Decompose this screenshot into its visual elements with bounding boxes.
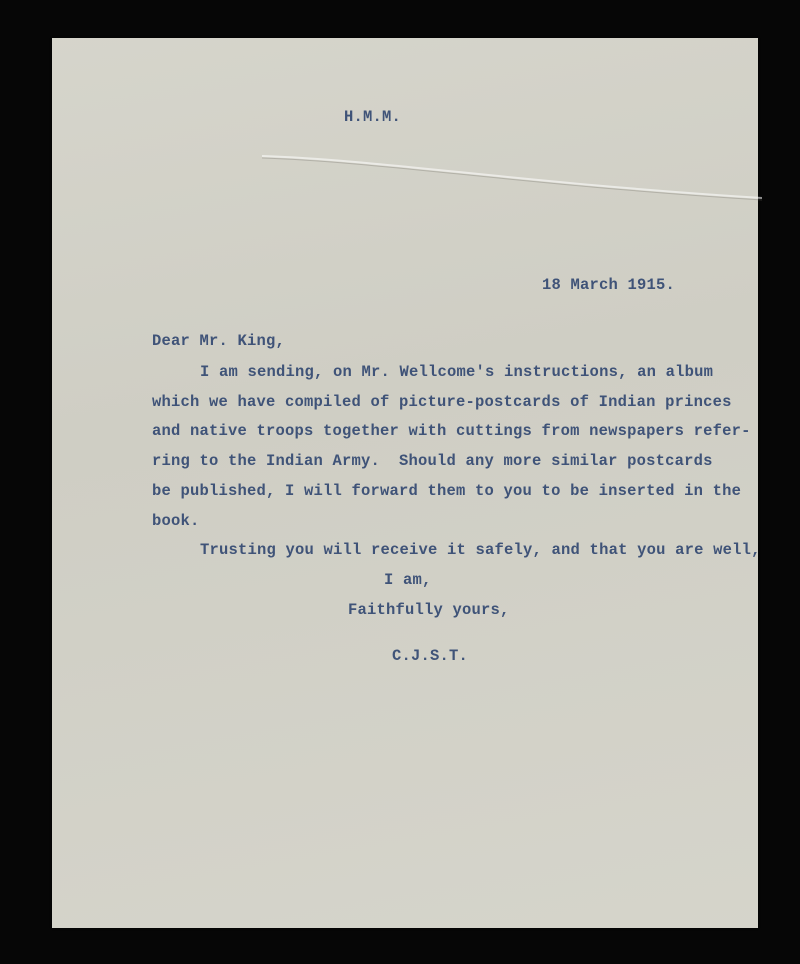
paper-crease [262,148,762,208]
body-line: book. [152,512,200,530]
body-line: I am sending, on Mr. Wellcome's instructions, an album [200,363,714,381]
body-line: and native troops together with cuttings from newspapers refer- [152,422,751,440]
letter-paper [52,38,761,928]
salutation: Dear Mr. King, [152,332,286,350]
closing-line: Trusting you will receive it safely, and that you are well, [200,541,761,559]
letter-date: 18 March 1915. [542,276,676,294]
header-initials: H.M.M. [344,108,402,126]
signature-initials: C.J.S.T. [392,647,469,665]
body-line: ring to the Indian Army. Should any more similar postcards [152,452,713,470]
body-line: which we have compiled of picture-postcards of Indian princes [152,393,732,411]
closing-i-am: I am, [384,571,432,589]
body-line: be published, I will forward them to you to be inserted in the [152,482,742,500]
closing-faithfully: Faithfully yours, [348,601,510,619]
